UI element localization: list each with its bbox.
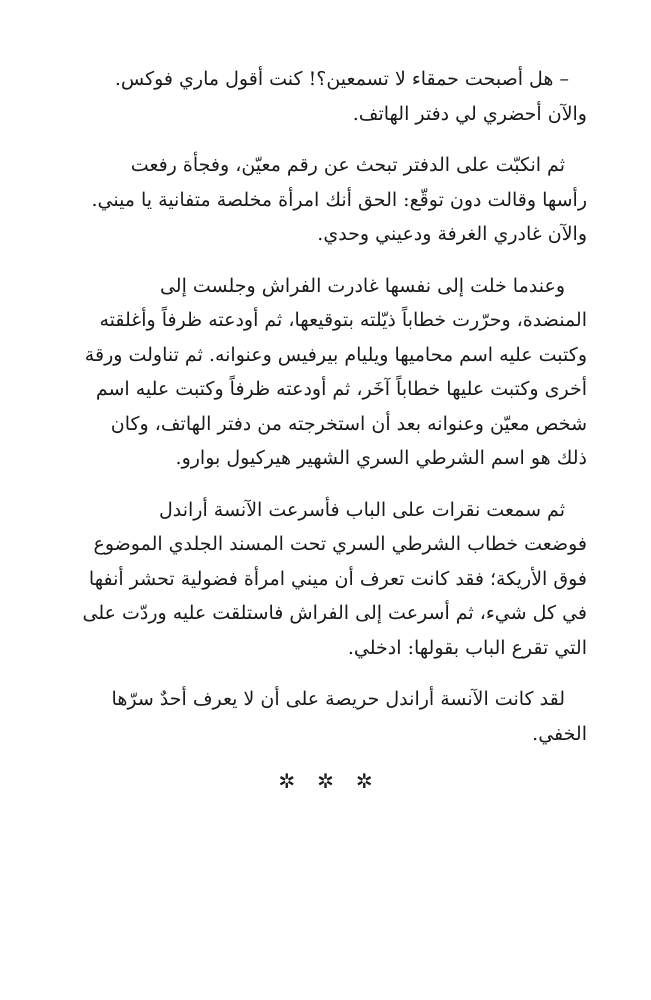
text-line: وعندما خلت إلى نفسها غادرت الفراش وجلست إلى xyxy=(159,274,565,297)
text-line: فوق الأريكة؛ فقد كانت تعرف أن ميني امرأة فضولية تحشر أنفها xyxy=(88,567,587,590)
paragraph-2 xyxy=(64,148,587,252)
text-line: المنضدة، وحرّرت خطاباً ذيّلته بتوقيعها، ثم أودعته ظرفاً وأغلقته xyxy=(99,309,587,331)
body-text xyxy=(64,62,587,751)
text-line: الخفي. xyxy=(532,722,587,745)
text-line: رأسها وقالت دون توقّع: الحق أنك امرأة مخلصة متفانية يا ميني. xyxy=(91,188,587,211)
text-line: لقد كانت الآنسة أراندل حريصة على أن لا يعرف أحدٌ سرّها xyxy=(111,688,565,710)
section-separator: ✲✲✲ xyxy=(278,769,395,793)
text-line: ثم سمعت نقرات على الباب فأسرعت الآنسة أراندل xyxy=(158,498,565,521)
text-line: ذلك هو اسم الشرطي السري الشهير هيركيول بوارو. xyxy=(175,447,587,469)
text-line: في كل شيء، ثم أسرعت إلى الفراش فاستلقت عليه وردّت على xyxy=(82,602,587,624)
text-line: ثم انكبّت على الدفتر تبحث عن رقم معيّن، وفجأة رفعت xyxy=(130,154,565,176)
text-line: والآن أحضري لي دفتر الهاتف. xyxy=(352,102,587,125)
text-line: فوضعت خطاب الشرطي السري تحت المسند الجلدي الموضوع xyxy=(93,533,587,555)
text-line: أخرى وكتبت عليها خطاباً آخَر، ثم أودعته ظرفاً وكتبت عليه اسم xyxy=(95,378,587,400)
paragraph-3 xyxy=(64,269,587,476)
text-line: شخص معيّن وعنوانه بعد أن استخرجته من دفتر الهاتف، وكان xyxy=(110,412,587,435)
paragraph-4 xyxy=(64,493,587,666)
paragraph-5 xyxy=(64,682,587,751)
text-line: – هل أصبحت حمقاء لا تسمعين؟! كنت أقول ماري فوكس. xyxy=(114,68,569,90)
text-line: التي تقرع الباب بقولها: ادخلي. xyxy=(347,636,587,659)
text-line: والآن غادري الغرفة ودعيني وحدي. xyxy=(317,223,587,245)
text-line: وكتبت عليه اسم محاميها ويليام بيرفيس وعنوانه. ثم تناولت ورقة xyxy=(84,343,587,366)
paragraph-1 xyxy=(64,62,587,131)
